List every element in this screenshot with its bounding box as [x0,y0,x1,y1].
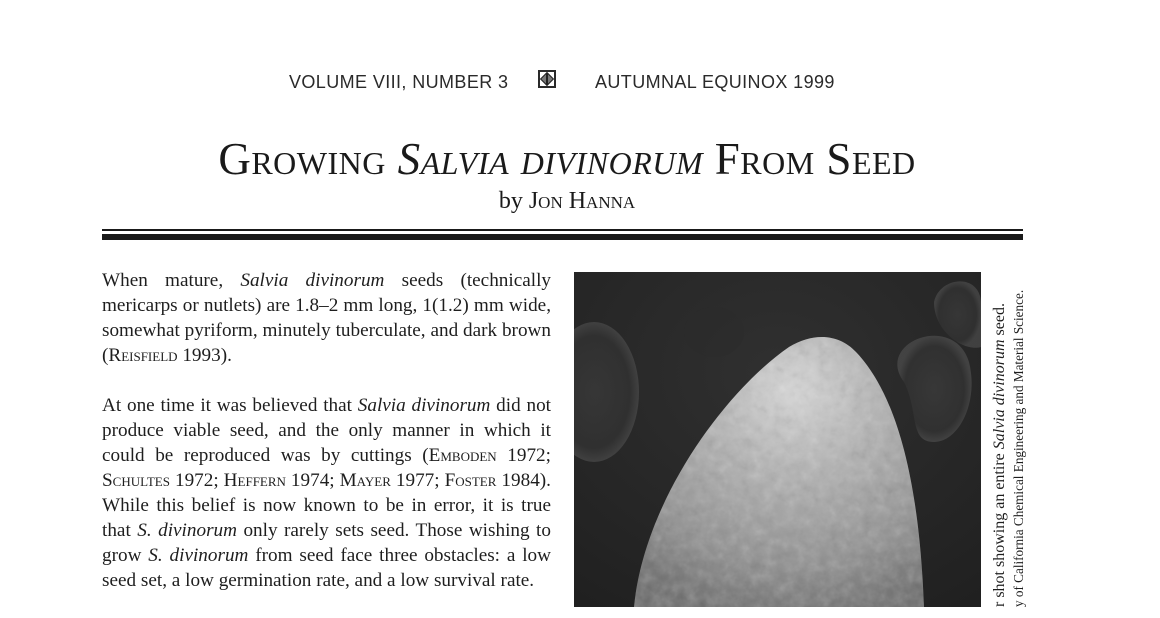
photo-credit: y of California Chemical Engineering and Material Science. [1011,289,1026,607]
paragraph-1 [102,268,551,368]
citation-author: Mayer [339,470,391,491]
byline [0,188,1134,215]
text: 1974; [285,470,340,491]
citation-author: Reisfield [108,345,178,366]
citation-author: Schultes [102,470,170,491]
paragraph-2 [102,393,551,593]
citation-author: Foster [444,470,497,491]
text: 1993). [177,345,232,366]
author-name: Jon Hanna [528,188,636,214]
text: 1972; [169,470,224,491]
article-title [0,133,1134,185]
caption-line [991,303,1008,607]
species-name: S. divinorum [148,545,249,566]
text: 1972; [496,445,551,466]
citation-author: Emboden [428,445,497,466]
citation-author: Heffern [223,470,286,491]
text: r shot showing an entire [991,449,1008,607]
text: seeds (technically mericarps or nutlets) are 1.8–2 mm long, 1(1.2) mm wide, somewhat pyriform, minutely tuberculate, and dark brown ( [102,270,551,366]
title-species-italic: Salvia divinorum [397,134,703,184]
text: from seed face three obstacles: a low seed set, a low germination rate, and a low survival rate. [102,545,552,591]
text: only rarely sets seed. Those wishing to grow [102,520,551,566]
title-rule-thick [102,234,1023,240]
title-part-2: From Seed [703,134,916,184]
byline-prefix: by [498,188,529,214]
text: did not produce viable seed, and the only manner in which it could be reproduced was by cuttings ( [102,395,551,466]
text: At one time it was believed that [102,395,358,416]
title-part-1: Growing [218,134,398,184]
species-name: Salvia divinorum [357,395,491,416]
diamond-ornament-icon [538,70,556,88]
seed-micrograph-image [574,272,981,607]
title-rule-thin [102,229,1023,231]
text: 1984). While this belief is now known to be in error, it is true that [102,470,551,541]
species-name: Salvia divinorum [991,339,1008,450]
species-name: Salvia divinorum [240,270,385,291]
text: seed. [991,303,1008,340]
text: 1977; [390,470,445,491]
volume-number: VOLUME VIII, NUMBER 3 [289,72,509,92]
text: When mature, [102,270,241,291]
species-name: S. divinorum [137,520,237,541]
seed-micrograph-graphic [574,272,981,607]
figure-caption [990,290,1028,607]
issue-season: AUTUMNAL EQUINOX 1999 [595,72,835,92]
body-column [102,268,551,618]
